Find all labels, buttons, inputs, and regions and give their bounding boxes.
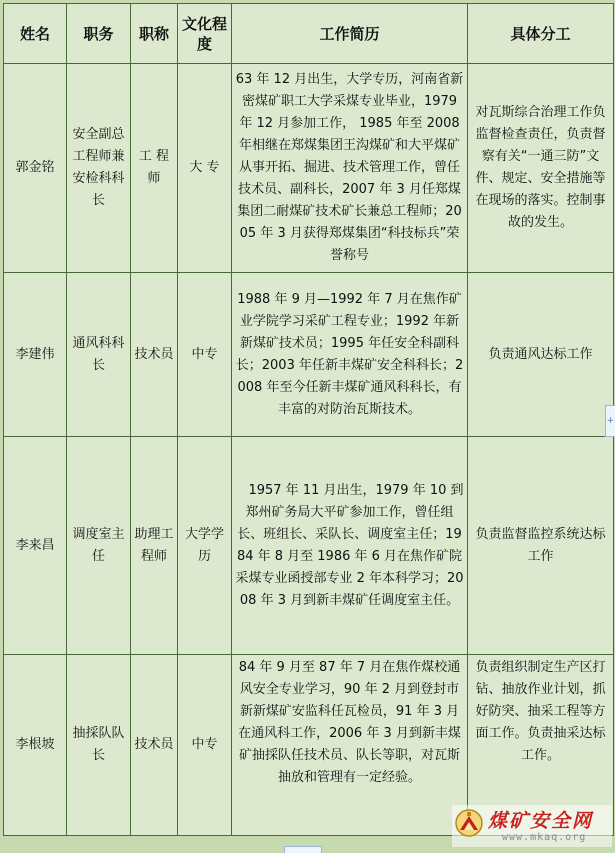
cell-position: 调度室主任 — [67, 437, 131, 655]
table-row — [4, 64, 614, 273]
header-duty: 具体分工 — [468, 4, 614, 64]
cell-education: 中专 — [178, 655, 232, 836]
table-row — [4, 437, 614, 655]
cell-duty: 对瓦斯综合治理工作负监督检查责任，负责督察有关“一通三防”文件、规定、安全措施等在现场的落实。控制事故的发生。 — [468, 64, 614, 273]
cell-title: 技术员 — [131, 655, 178, 836]
cell-position: 抽採队队长 — [67, 655, 131, 836]
cell-resume: 63 年 12 月出生，大学专历，河南省新密煤矿职工大学采煤专业毕业，1979 年 12 月参加工作， 1985 年至 2008 年相继在郑煤集团王沟煤矿和大平煤矿从事开拓、掘进、技术管理工作，曾任技术员、副科长，2007 年 3 月任郑煤集团二耐煤矿技术矿长兼总工程师；2005 年 3 月获得郑煤集团“科技标兵”荣誉称号 — [232, 64, 468, 273]
header-name: 姓名 — [4, 4, 67, 64]
cell-name: 郭金铭 — [4, 64, 67, 273]
cell-name: 李来昌 — [4, 437, 67, 655]
cell-title: 技术员 — [131, 273, 178, 437]
header-resume: 工作简历 — [232, 4, 468, 64]
cell-education: 大 专 — [178, 64, 232, 273]
cell-duty: 负责监督监控系统达标工作 — [468, 437, 614, 655]
cell-name: 李建伟 — [4, 273, 67, 437]
cell-title: 助理工程师 — [131, 437, 178, 655]
mining-lamp-logo-icon — [454, 808, 484, 838]
cell-duty: 负责通风达标工作 — [468, 273, 614, 437]
staff-table — [3, 3, 614, 836]
cell-resume: 1957 年 11 月出生，1979 年 10 到郑州矿务局大平矿参加工作，曾任组长、班组长、采队长、调度室主任；1984 年 8 月至 1986 年 6 月在焦作矿院采煤专业函授部专业 2 年本科学习；2008 年 3 月到新丰煤矿任调度室主任。 — [232, 437, 468, 655]
table-resize-handle[interactable]: + — [605, 405, 615, 437]
header-position: 职务 — [67, 4, 131, 64]
cell-title: 工 程 师 — [131, 64, 178, 273]
table-header-row — [4, 4, 614, 64]
cell-resume: 84 年 9 月至 87 年 7 月在焦作煤校通风安全专业学习，90 年 2 月到登封市新新煤矿安监科任瓦检员，91 年 3 月在通风科工作，2006 年 3 月到新丰煤矿抽採队任技术员、队长等职，对瓦斯抽放和管理有一定经验。 — [232, 655, 468, 836]
cell-education: 中专 — [178, 273, 232, 437]
header-education: 文化程度 — [178, 4, 232, 64]
watermark — [452, 805, 612, 847]
watermark-title: 煤矿安全网 — [488, 810, 594, 832]
cell-resume: 1988 年 9 月—1992 年 7 月在焦作矿业学院学习采矿工程专业；1992 年新新煤矿技术员；1995 年任安全科副科长；2003 年任新丰煤矿安全科科长；2008 年至今任新丰煤矿通风科科长，有丰富的对防治瓦斯技术。 — [232, 273, 468, 437]
cell-position: 安全副总工程师兼安检科科长 — [67, 64, 131, 273]
table-row — [4, 273, 614, 437]
watermark-url: www.mkaq.org — [502, 832, 587, 843]
cell-position: 通风科科长 — [67, 273, 131, 437]
cell-name: 李根坡 — [4, 655, 67, 836]
cell-duty: 负责组织制定生产区打钻、抽放作业计划，抓好防突、抽采工程等方面工作。负责抽采达标工作。 — [468, 655, 614, 836]
header-title: 职称 — [131, 4, 178, 64]
cell-education: 大学学历 — [178, 437, 232, 655]
